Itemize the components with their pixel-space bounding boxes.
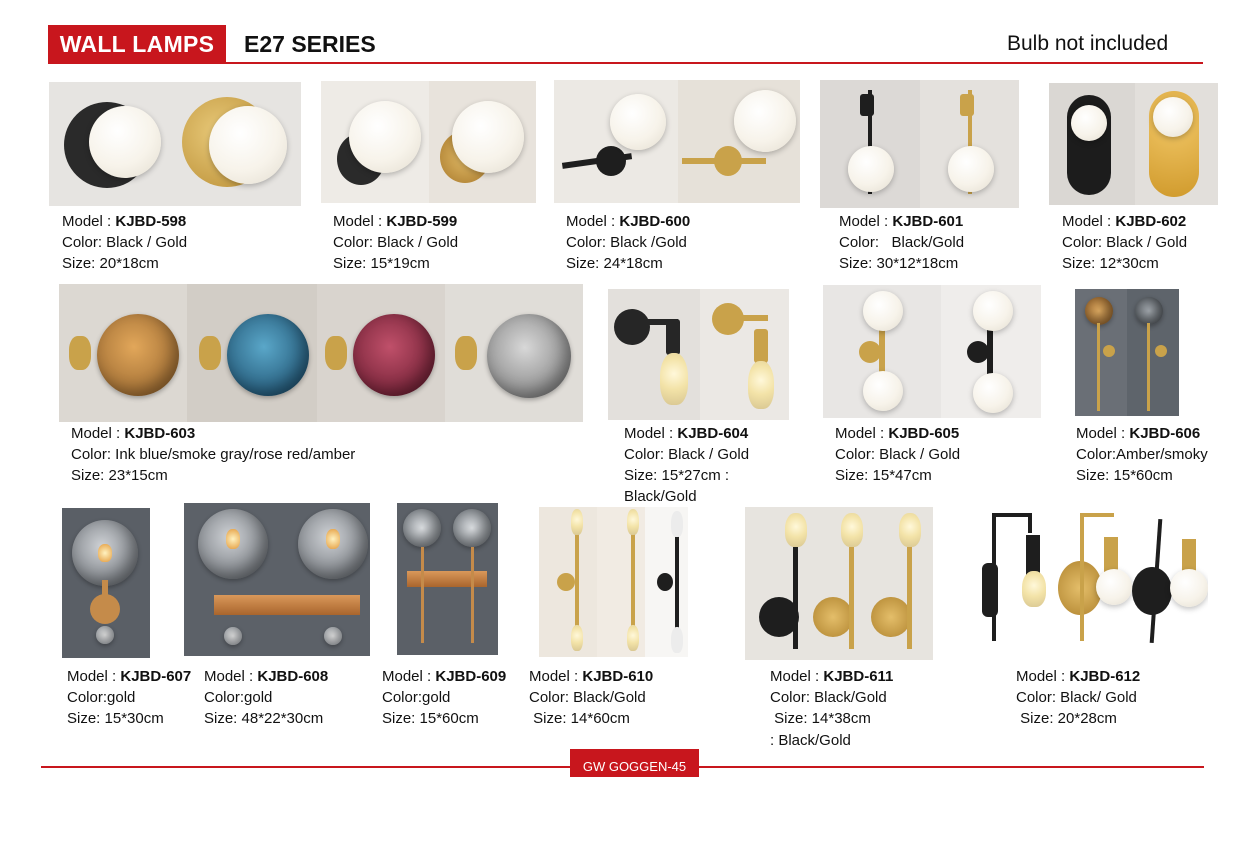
color-spec: Color: Black / Gold: [1062, 234, 1188, 251]
caption-kjbd-604: [624, 423, 749, 507]
size-spec: Size: 30*12*18cm: [839, 255, 959, 272]
model-number: KJBD-607: [120, 668, 192, 685]
product-photo-kjbd-603: [59, 284, 583, 422]
model-number: KJBD-601: [892, 213, 964, 230]
caption-kjbd-610: [529, 666, 653, 729]
product-photo-kjbd-609: [397, 503, 498, 655]
model-label: Model :: [62, 213, 116, 230]
model-label: Model :: [566, 213, 620, 230]
model-number: KJBD-602: [1115, 213, 1187, 230]
size-spec: Size: 48*22*30cm: [204, 710, 324, 727]
color-spec: Color: Black/Gold: [529, 689, 646, 706]
caption-kjbd-605: [835, 423, 960, 486]
caption-kjbd-609: [382, 666, 506, 729]
footer-divider-right: [699, 766, 1204, 768]
product-photo-kjbd-610: [539, 507, 688, 657]
caption-kjbd-601: [839, 211, 964, 274]
color-spec: Color:gold: [204, 689, 273, 706]
size-spec: Size: 15*60cm: [1076, 467, 1173, 484]
section-badge: WALL LAMPS: [48, 25, 226, 63]
model-label: Model :: [1016, 668, 1070, 685]
caption-kjbd-612: [1016, 666, 1140, 729]
color-spec: Color:Amber/smoky: [1076, 446, 1208, 463]
model-number: KJBD-604: [677, 425, 749, 442]
size-spec: Size: 20*28cm: [1016, 710, 1117, 727]
size-spec: Size: 14*60cm: [529, 710, 630, 727]
bulb-note: Bulb not included: [1007, 32, 1169, 55]
size-spec: Size: 15*19cm: [333, 255, 430, 272]
caption-kjbd-606: [1076, 423, 1208, 486]
product-photo-kjbd-599: [321, 81, 536, 203]
model-label: Model :: [204, 668, 258, 685]
model-number: KJBD-608: [257, 668, 329, 685]
color-spec: Color: Black/Gold: [839, 234, 965, 251]
product-photo-kjbd-605: [823, 285, 1041, 418]
size-spec: Size: 14*38cm: [770, 710, 871, 727]
caption-kjbd-603: [71, 423, 355, 486]
size-spec: Size: 15*30cm: [67, 710, 164, 727]
caption-kjbd-600: [566, 211, 690, 274]
model-label: Model :: [624, 425, 678, 442]
size-spec: Size: 15*47cm: [835, 467, 932, 484]
page-code-badge: GW GOGGEN-45: [570, 749, 699, 777]
color-spec: Color: Black / Gold: [333, 234, 459, 251]
caption-kjbd-607: [67, 666, 191, 729]
caption-kjbd-598: [62, 211, 187, 274]
footer-divider-left: [41, 766, 570, 768]
product-photo-kjbd-611: [745, 507, 933, 660]
color-spec: Color: Black/Gold: [770, 689, 887, 706]
model-number: KJBD-603: [124, 425, 196, 442]
color-note: : Black/Gold: [770, 732, 851, 749]
model-label: Model :: [1062, 213, 1116, 230]
product-photo-kjbd-608: [184, 503, 370, 656]
product-photo-kjbd-604: [608, 289, 789, 420]
color-spec: Color: Black/ Gold: [1016, 689, 1137, 706]
model-number: KJBD-610: [582, 668, 654, 685]
model-label: Model :: [333, 213, 387, 230]
size-spec: Size: 15*27cm :: [624, 467, 730, 484]
color-spec: Color: Ink blue/smoke gray/rose red/amber: [71, 446, 356, 463]
model-number: KJBD-611: [823, 668, 894, 685]
size-spec: Size: 23*15cm: [71, 467, 168, 484]
model-label: Model :: [71, 425, 125, 442]
caption-kjbd-599: [333, 211, 458, 274]
series-title: E27 SERIES: [244, 31, 376, 57]
product-photo-kjbd-602: [1049, 83, 1218, 205]
caption-kjbd-602: [1062, 211, 1187, 274]
product-photo-kjbd-601: [820, 80, 1019, 208]
size-spec: Size: 24*18cm: [566, 255, 663, 272]
color-spec: Color: Black / Gold: [624, 446, 750, 463]
size-spec: Size: 12*30cm: [1062, 255, 1159, 272]
model-number: KJBD-606: [1129, 425, 1201, 442]
product-photo-kjbd-612: [976, 505, 1208, 646]
model-number: KJBD-598: [115, 213, 187, 230]
size-spec: Size: 20*18cm: [62, 255, 159, 272]
color-spec: Color: Black / Gold: [835, 446, 961, 463]
caption-kjbd-611: [770, 666, 893, 751]
color-note: Black/Gold: [624, 488, 697, 505]
model-label: Model :: [839, 213, 893, 230]
color-spec: Color:gold: [382, 689, 451, 706]
model-label: Model :: [1076, 425, 1130, 442]
model-number: KJBD-600: [619, 213, 691, 230]
color-spec: Color: Black /Gold: [566, 234, 687, 251]
color-spec: Color: Black / Gold: [62, 234, 188, 251]
model-number: KJBD-599: [386, 213, 458, 230]
model-number: KJBD-605: [888, 425, 960, 442]
product-photo-kjbd-606: [1075, 289, 1179, 416]
model-label: Model :: [770, 668, 824, 685]
size-spec: Size: 15*60cm: [382, 710, 479, 727]
header-divider: [48, 62, 1203, 64]
model-number: KJBD-609: [435, 668, 507, 685]
product-photo-kjbd-607: [62, 508, 150, 658]
color-spec: Color:gold: [67, 689, 136, 706]
model-label: Model :: [835, 425, 889, 442]
model-label: Model :: [67, 668, 121, 685]
caption-kjbd-608: [204, 666, 328, 729]
model-label: Model :: [382, 668, 436, 685]
product-photo-kjbd-600: [554, 80, 800, 203]
model-label: Model :: [529, 668, 583, 685]
model-number: KJBD-612: [1069, 668, 1141, 685]
product-photo-kjbd-598: [49, 82, 301, 206]
